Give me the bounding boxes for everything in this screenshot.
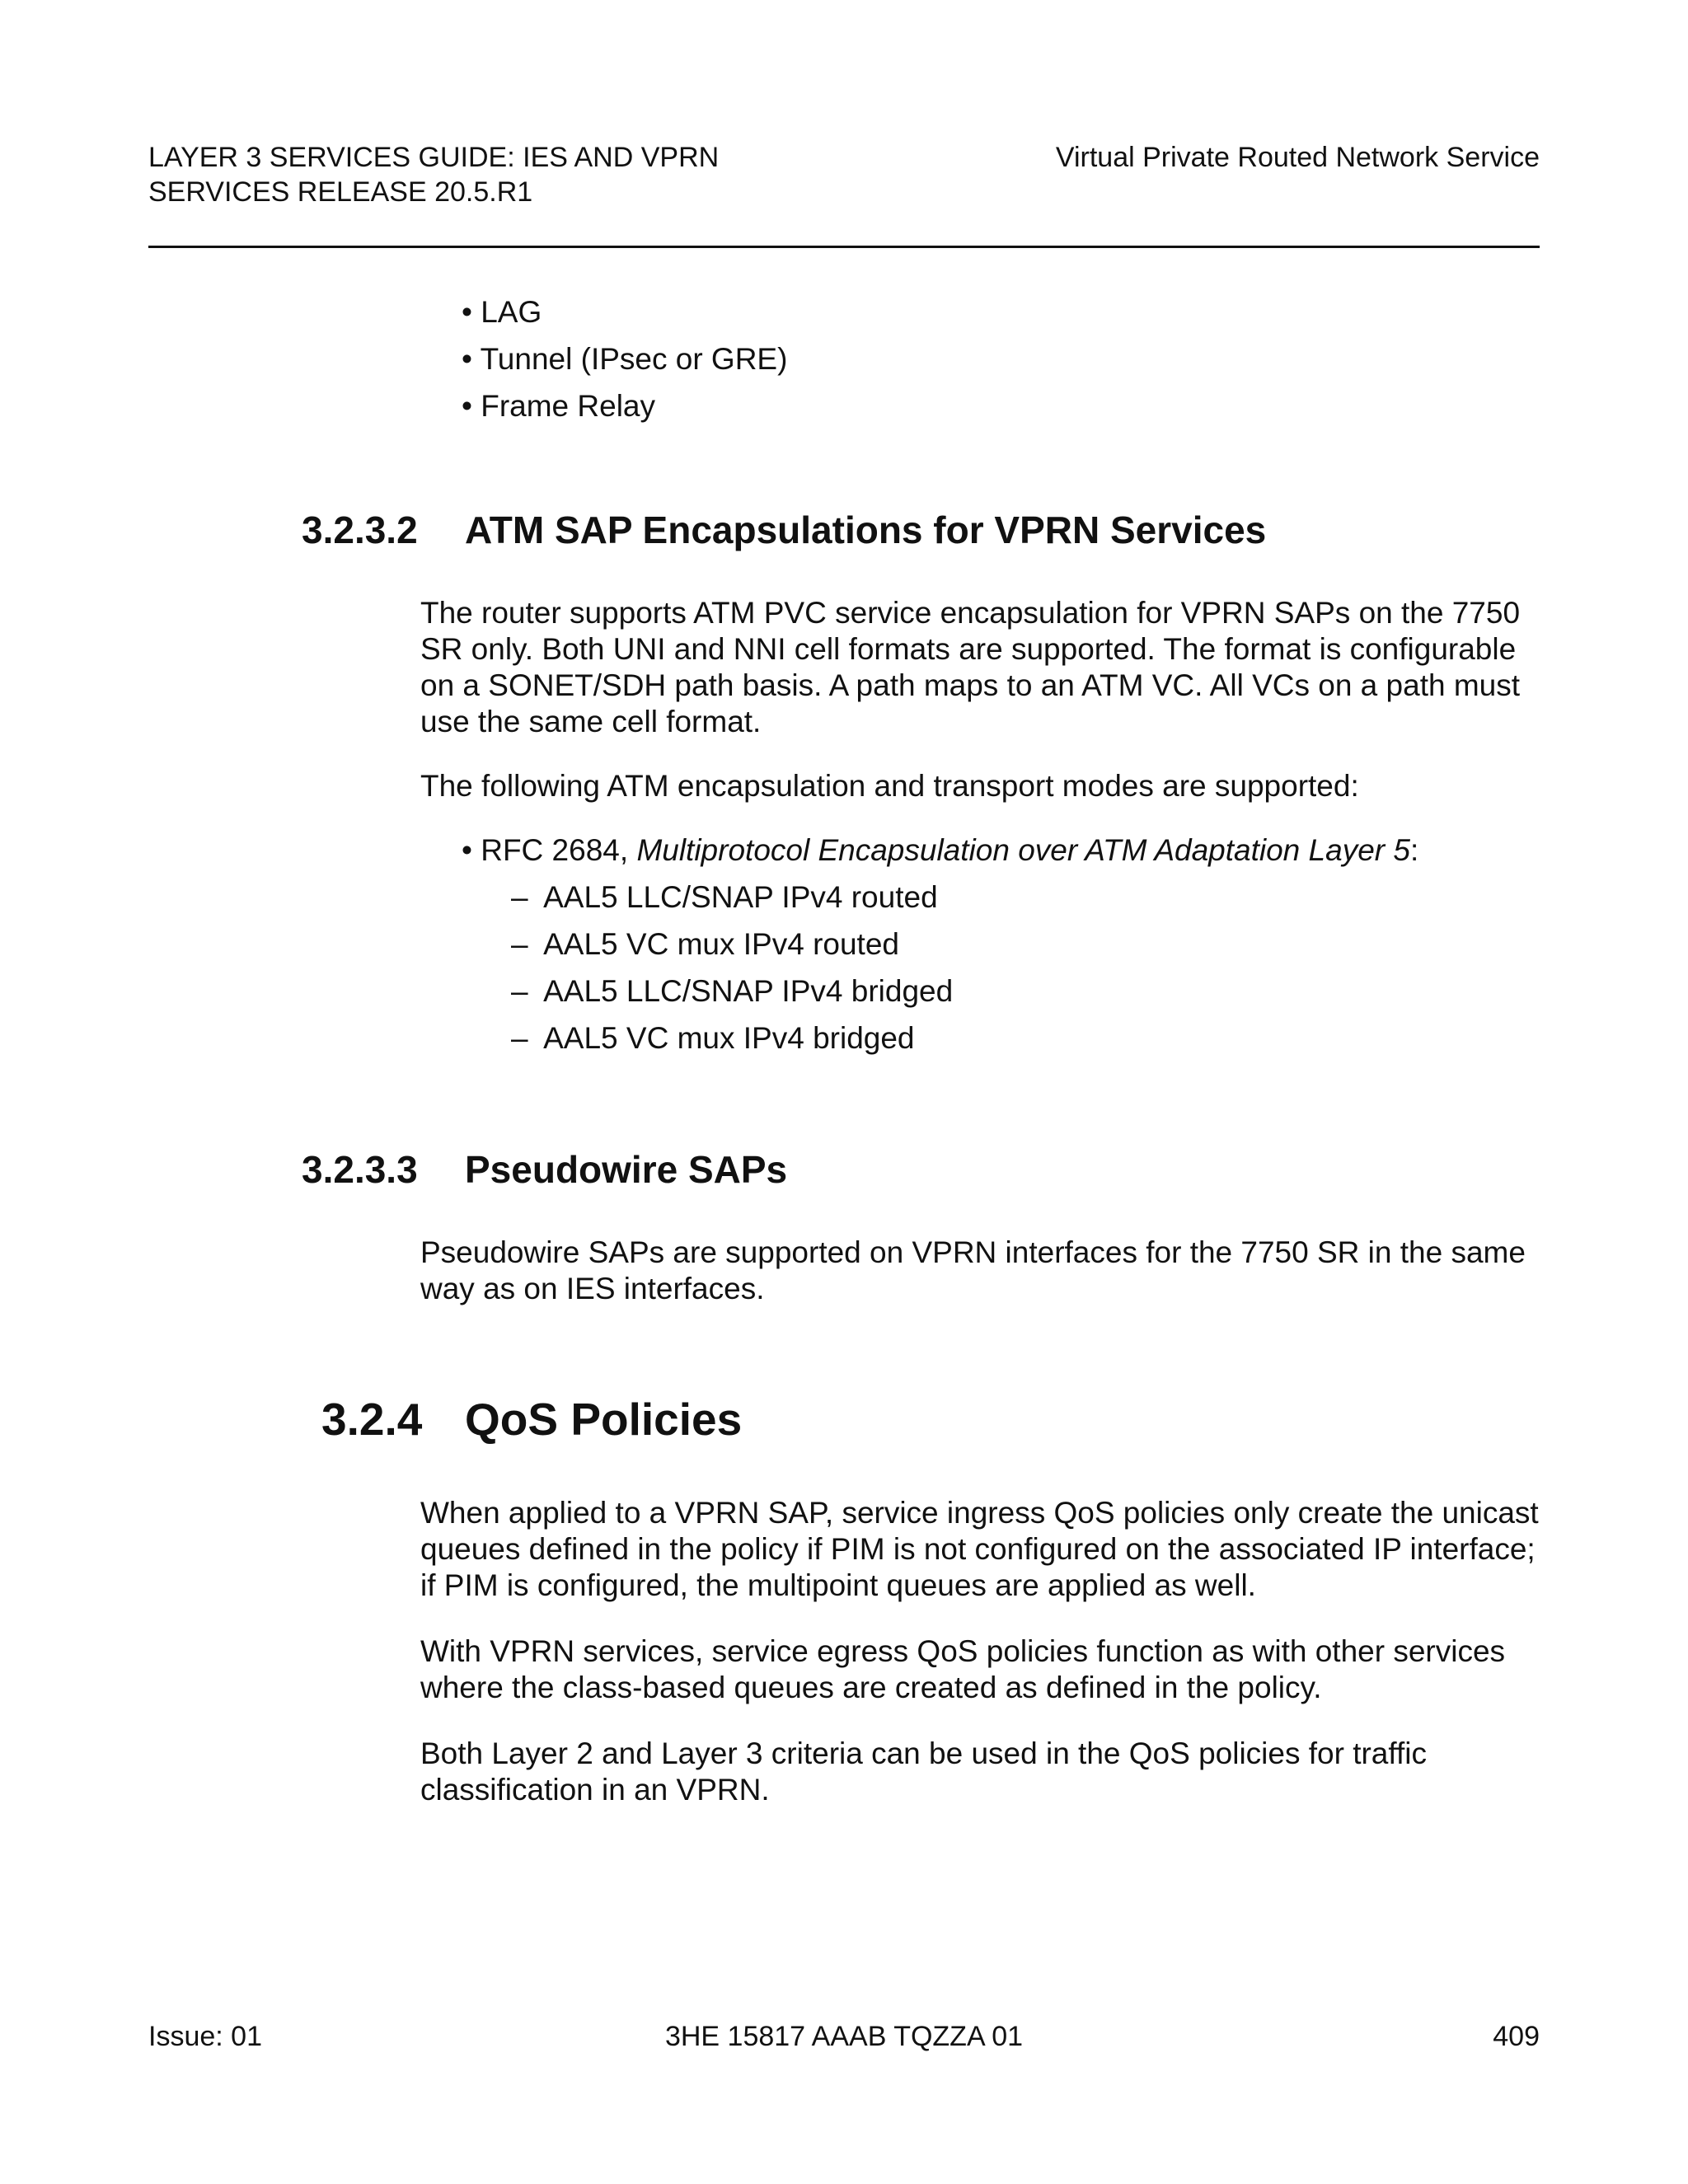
atm-paragraph-1: The router supports ATM PVC service encapsulation for VPRN SAPs on the 7750 SR only. Both UNI and NNI cell formats are supported. The format is configurable on a SONET/SDH path basis. A path maps to an ATM VC. All VCs on a path must use the same cell format. bbox=[420, 596, 1521, 738]
header-divider bbox=[148, 246, 1540, 248]
section-title: QoS Policies bbox=[465, 1394, 743, 1445]
qos-paragraph-3: Both Layer 2 and Layer 3 criteria can be used in the QoS policies for traffic classification in an VPRN. bbox=[420, 1736, 1427, 1807]
section-heading-qos bbox=[321, 1393, 742, 1446]
atm-mode-list bbox=[462, 827, 1418, 1062]
running-header-right: Virtual Private Routed Network Service bbox=[1055, 142, 1540, 173]
header-title-line1: LAYER 3 SERVICES GUIDE: IES AND VPRN bbox=[148, 142, 720, 173]
section-heading-atm bbox=[302, 508, 1266, 552]
footer-issue: Issue: 01 bbox=[148, 2021, 262, 2052]
section-title: Pseudowire SAPs bbox=[465, 1148, 788, 1191]
section-number: 3.2.3.3 bbox=[302, 1148, 418, 1191]
sub-list-item: – AAL5 LLC/SNAP IPv4 bridged bbox=[511, 974, 954, 1008]
continued-bullet-list bbox=[462, 288, 787, 429]
header-title-line2: SERVICES RELEASE 20.5.R1 bbox=[148, 176, 533, 208]
running-header-left bbox=[148, 140, 719, 209]
list-item: • LAG bbox=[462, 295, 542, 329]
sub-list-item: – AAL5 VC mux IPv4 routed bbox=[511, 927, 899, 961]
section-number: 3.2.3.2 bbox=[302, 509, 418, 551]
atm-paragraph-2: The following ATM encapsulation and transport modes are supported: bbox=[420, 769, 1359, 803]
section-title: ATM SAP Encapsulations for VPRN Services bbox=[465, 509, 1267, 551]
page-number: 409 bbox=[1493, 2021, 1540, 2052]
footer-document-id: 3HE 15817 AAAB TQZZA 01 bbox=[664, 2021, 1024, 2052]
list-item: • Tunnel (IPsec or GRE) bbox=[462, 342, 788, 376]
sub-list-item: – AAL5 VC mux IPv4 bridged bbox=[511, 1021, 915, 1055]
pseudowire-paragraph: Pseudowire SAPs are supported on VPRN interfaces for the 7750 SR in the same way as on IES interfaces. bbox=[420, 1235, 1526, 1305]
sub-list-item: – AAL5 LLC/SNAP IPv4 routed bbox=[511, 880, 938, 914]
rfc-title: Multiprotocol Encapsulation over ATM Adaptation Layer 5 bbox=[636, 833, 1410, 867]
section-number: 3.2.4 bbox=[321, 1394, 423, 1445]
list-item-rfc: • RFC 2684, Multiprotocol Encapsulation over ATM Adaptation Layer 5: bbox=[462, 833, 1419, 867]
section-heading-pseudowire bbox=[302, 1147, 787, 1192]
list-item: • Frame Relay bbox=[462, 389, 656, 423]
qos-paragraph-2: With VPRN services, service egress QoS policies function as with other services where the class-based queues are created as defined in the policy. bbox=[420, 1634, 1506, 1704]
qos-paragraph-1: When applied to a VPRN SAP, service ingress QoS policies only create the unicast queues defined in the policy if PIM is not configured on the associated IP interface; if PIM is configured, the multipoint queues are applied as well. bbox=[420, 1496, 1539, 1602]
